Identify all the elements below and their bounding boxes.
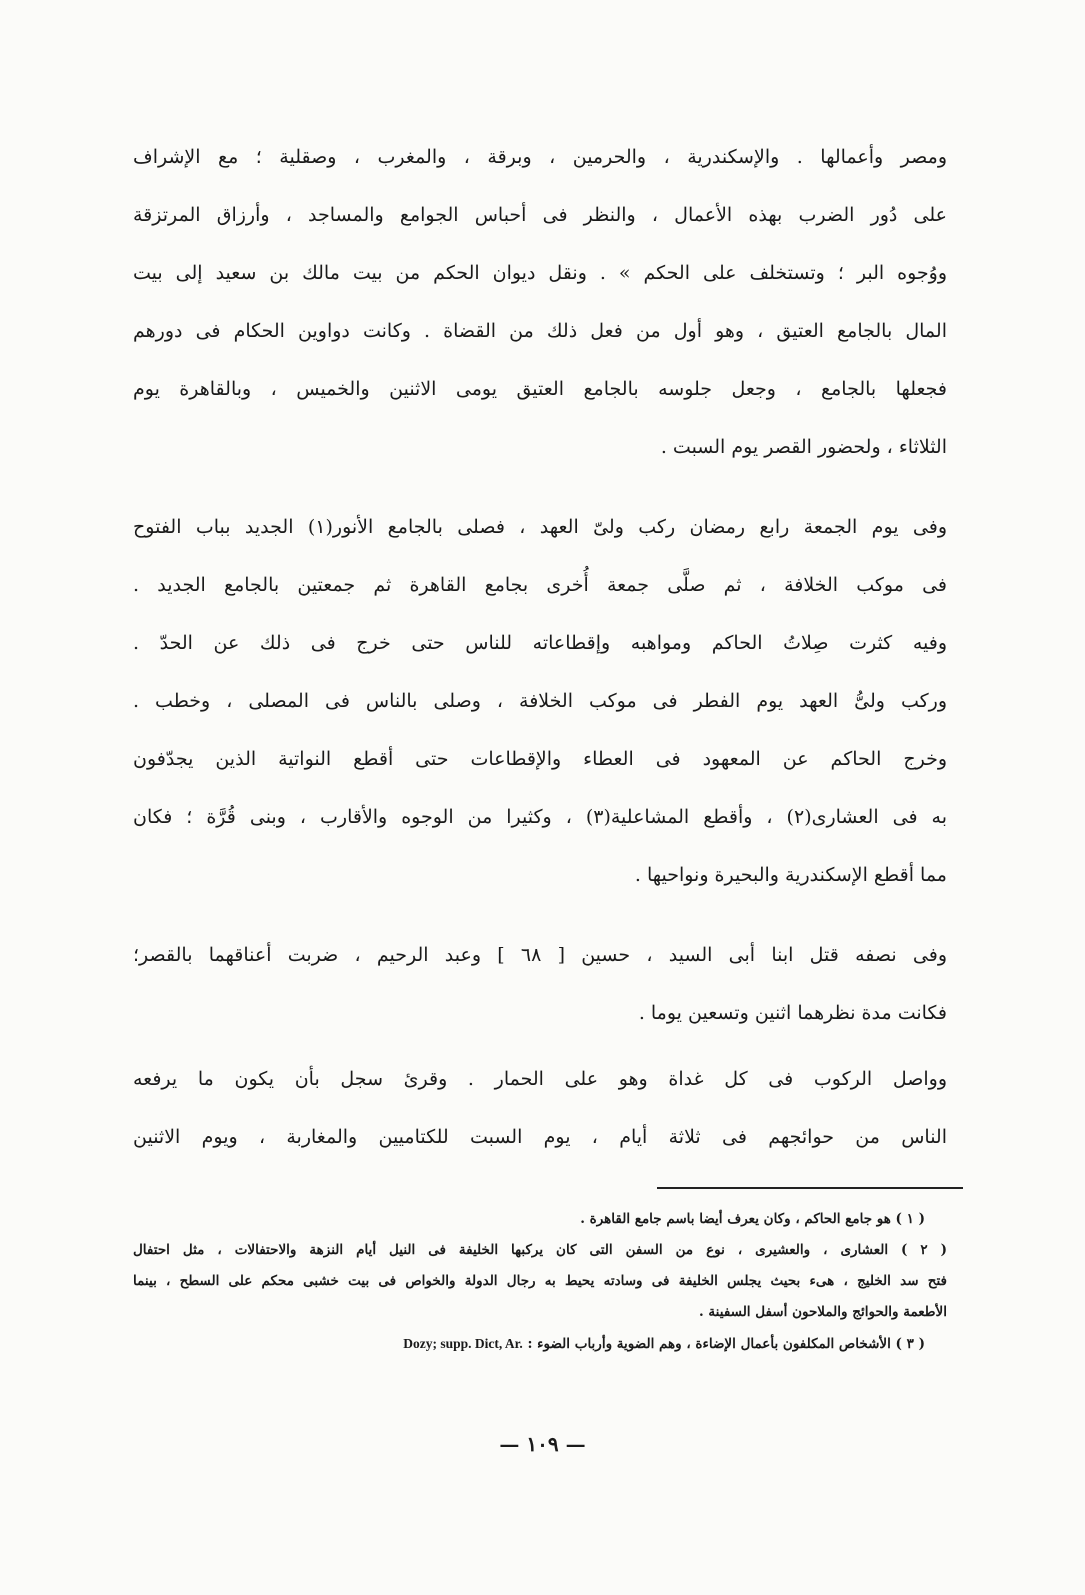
footnote-3 (133, 1328, 947, 1360)
paragraph-gap (133, 476, 947, 498)
text-line: به فى العشارى(٢) ، وأقطع المشاعلية(٣) ، وكثيرا من الوجوه والأقارب ، وبنى قُرَّة ؛ فكان (133, 806, 947, 828)
text-line: وركب ولىُّ العهد يوم الفطر فى موكب الخلافة ، وصلى بالناس فى المصلى ، وخطب . (133, 690, 947, 712)
paragraph-3 (133, 926, 947, 1042)
footnotes (133, 1204, 947, 1360)
text-line: على دُور الضرب بهذه الأعمال ، والنظر فى أحباس الجوامع والمساجد ، وأرزاق المرتزقة (133, 204, 947, 226)
footnote-3-text: ( ٣ ) الأشخاص المكلفون بأعمال الإضاءة ، وهم الضوية وأرباب الضوء : (527, 1336, 925, 1352)
text-line: وفى يوم الجمعة رابع رمضان ركب ولىّ العهد ، فصلى بالجامع الأنور(١) الجديد بباب الفتوح (133, 516, 947, 538)
text-line: وخرج الحاكم عن المعهود فى العطاء والإقطاعات حتى أقطع النواتية الذين يجدّفون (133, 748, 947, 770)
footnote-2-line: فتح سد الخليج ، هىء بحيث يجلس الخليفة فى وسادته يحيط به رجال الدولة والخواص فى بيت خشبى محكم على السطح ، بينما (133, 1273, 947, 1289)
footnote-separator (657, 1187, 963, 1189)
paragraph-4 (133, 1050, 947, 1166)
paragraph-gap (133, 904, 947, 926)
paragraph-1 (133, 128, 947, 476)
paragraph-gap (133, 1042, 947, 1050)
text-line: ومصر وأعمالها . والإسكندرية ، والحرمين ، وبرقة ، والمغرب ، وصقلية ؛ مع الإشراف (133, 146, 947, 168)
footnote-3-reference: Dozy; supp. Dict, Ar. (403, 1336, 523, 1351)
footnote-1: ( ١ ) هو جامع الحاكم ، وكان يعرف أيضا باسم جامع القاهرة . (580, 1211, 925, 1227)
text-line: ووُجوه البر ؛ وتستخلف على الحكم » . ونقل ديوان الحكم من بيت مالك بن سعيد إلى بيت (133, 262, 947, 284)
text-line: الثلاثاء ، ولحضور القصر يوم السبت . (660, 436, 947, 458)
footnote-2-line: ( ٢ ) العشارى ، والعشيرى ، نوع من السفن التى كان يركبها الخليفة فى النيل أيام النزهة والاحتفالات ، مثل احتفال (133, 1242, 947, 1258)
text-line: مما أقطع الإسكندرية والبحيرة ونواحيها . (634, 864, 947, 886)
text-line: وواصل الركوب فى كل غداة وهو على الحمار . وقرئ سجل بأن يكون ما يرفعه (133, 1068, 947, 1090)
text-line: الناس من حوائجهم فى ثلاثة أيام ، يوم السبت للكتاميين والمغاربة ، ويوم الاثنين (133, 1126, 947, 1148)
text-line: فى موكب الخلافة ، ثم صلَّى جمعة أُخرى بجامع القاهرة ثم جمعتين بالجامع الجديد . (133, 574, 947, 596)
page-number: — ١٠٩ — (499, 1432, 586, 1456)
footnote-2-line: الأطعمة والحوائج والملاحون أسفل السفينة . (699, 1304, 947, 1320)
text-line: فكانت مدة نظرهما اثنين وتسعين يوما . (638, 1002, 947, 1024)
paragraph-2 (133, 498, 947, 904)
text-line: فجعلها بالجامع ، وجعل جلوسه بالجامع العتيق يومى الاثنين والخميس ، وبالقاهرة يوم (133, 378, 947, 400)
main-text (133, 128, 947, 1166)
text-line: المال بالجامع العتيق ، وهو أول من فعل ذلك من القضاة . وكانت دواوين الحكام فى دورهم (133, 320, 947, 342)
text-line: وفيه كثرت صِلاتُ الحاكم ومواهبه وإقطاعاته للناس حتى خرج فى ذلك عن الحدّ . (133, 632, 947, 654)
text-line: وفى نصفه قتل ابنا أبى السيد ، حسين [ ٦٨ ] وعبد الرحيم ، ضربت أعناقهما بالقصر؛ (133, 944, 947, 966)
